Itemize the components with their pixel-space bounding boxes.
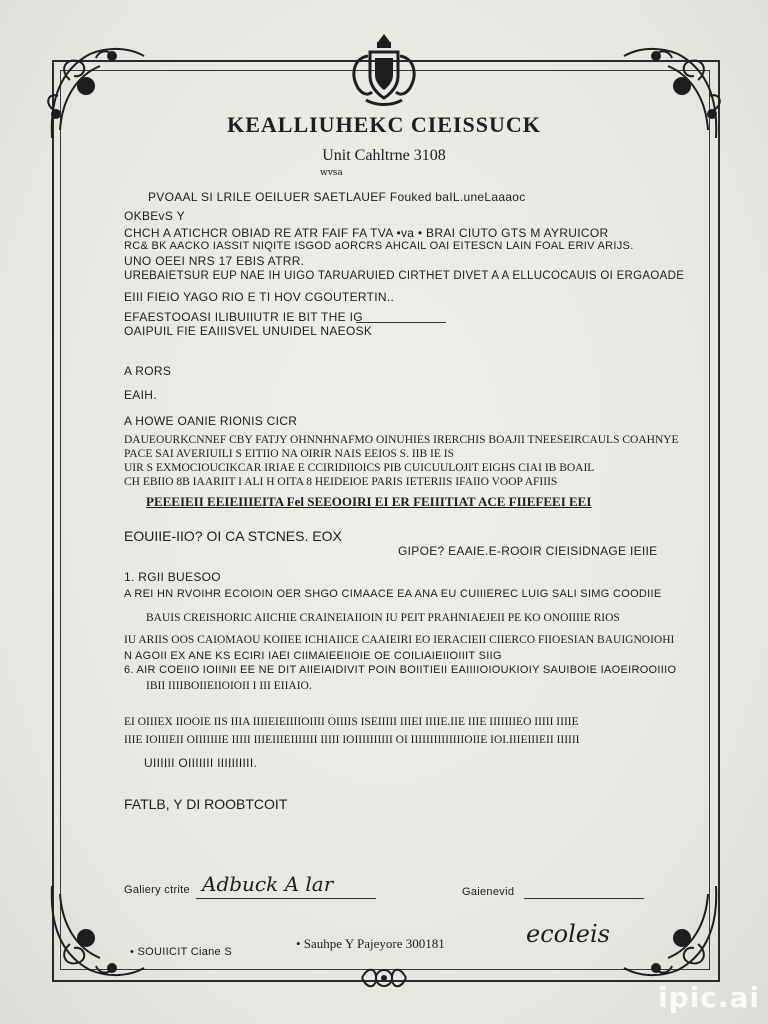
signature: ecoleis (526, 920, 610, 948)
paragraph-line: OAIPUIL FIE EAIIISVEL UNUIDEL NAEOSK (124, 324, 373, 338)
paragraph-line: UNO OEEI NRS 17 EBIS ATRR. (124, 254, 305, 268)
list-item: 1. RGII BUESOO (124, 570, 221, 584)
paragraph-line: RC& BK AACKO IASSIT NIQITE ISGOD aORCRS AHCAIL OAI EITESCN LAIN FOAL ERIV ARIJS. (124, 240, 634, 252)
paragraph-line: CH EBIIO 8B IAARIIT I ALI H OITA 8 HEIDEIOE PARIS IETERIIS IFAIIO VOOP AFIIIS (124, 476, 558, 488)
inner-border (60, 70, 710, 970)
section-heading-right: GIPOE? EAAIE.E-ROOIR CIEISIDNAGE IEIIE (398, 544, 658, 558)
intro-line: OKBEvS Y (124, 209, 185, 223)
signature: Adbuck A lar (202, 872, 334, 896)
paragraph-line: PACE SAI AVERIUILI S EITIIO NA OIRIR NAIS EEIOS S. IIB IE IS (124, 448, 454, 460)
list-item: BAUIS CREISHORIC AIICHIE CRAINEIAIIOIN IU PEIT PRAHNIAEJEII PE KO ONOIIIIE RIOS (146, 612, 620, 624)
signature-line (196, 898, 376, 899)
paragraph-line: EIII FIEIO YAGO RIO E TI HOV CGOUTERTIN.. (124, 290, 395, 304)
paragraph-line: IU ARIIS OOS CAIOMAOU KOIIEE ICHIAIICE CAAIEIRI EO IERACIEII CIIERCO FIIOESIAN BAUIGNOIOHI (124, 634, 675, 646)
list-item: A RORS (124, 364, 172, 378)
intro-line: PVOAAL SI LRILE OEILUER SAETLAUEF Fouked baIL.uneLaaaoc (148, 190, 526, 204)
paragraph-line: UIIIIII OIIIIIII IIIIIIIIII. (144, 756, 258, 770)
bottom-ornament-icon (358, 958, 410, 1000)
paragraph-line: IIIE IOIIIEII OIIIIIIIE IIIII IIIEIIIEIIIIIII IIIII IOIIIIIIIIII OI IIIIIIIIIIIIIIOIIE IOI.IIIEIIIEII IIIIII (124, 734, 580, 746)
paragraph-line: IBII IIIIBOIIEIIOIOII I III EIIAIO. (146, 680, 312, 692)
signature-label: Gaienevid (462, 886, 515, 898)
paragraph-line: CHCH A ATICHCR OBIAD RE ATR FAIF FA TVA •va • BRAI CIUTO GTS M AYRUICOR (124, 226, 609, 240)
signature-label: Galiery ctrite (124, 884, 190, 896)
list-item: EAIH. (124, 388, 157, 402)
signature-line (524, 898, 644, 899)
paragraph-line: EI OIIIEX IIOOIE IIS IIIA IIIIEIEIIIIOIIII OIIIIS ISEIIIII IIIEI IIIIE.IIE IIIE IIIIIIIEO IIIII IIIIE (124, 716, 579, 728)
certificate-subtitle: Unit Cahltrne 3108 (322, 147, 446, 164)
watermark: ipic.ai (658, 981, 760, 1014)
coat-of-arms-icon (344, 30, 424, 110)
paragraph-line: N AGOII EX ANE KS ECIRI IAEI CIIMAIEEIIOIE OE COILIAIEIIOIIIT SIIG (124, 650, 502, 662)
footer-note: • SOUIICIT Ciane S (130, 946, 232, 958)
certificate-title: KEALLIUHEKC CIEISSUCK (227, 112, 541, 137)
list-item: A REI HN RVOIHR ECOIOIN OER SHGO CIMAACE EA ANA EU CUIIIEREC LUIG SALI SIMG COODIIE (124, 588, 662, 600)
paragraph-line: EFAESTOOASI ILIBUIIUTR IE BIT THE IG (124, 310, 363, 324)
subtitle-note: wvsa (320, 168, 343, 178)
emphasis-line: PEEEIEII EEIEIIIEITA Fel SEEOOIRI EI ER FEIIITIAT ACE FIIEFEEI EEI (146, 494, 592, 509)
section-heading: FATLB, Y DI ROOBTCOIT (124, 796, 288, 812)
paragraph-line: UIR S EXMOCIOUCIKCAR IRIAE E CCIRIDIIOICS PIB CUICUULOJIT EIGHS CIAI IB BOAIL (124, 462, 595, 474)
section-heading: EOUIIE-IIO? OI CA STCNES. EOX (124, 528, 342, 544)
footer-date: • Sauhpe Y Pajeyore 300181 (296, 936, 445, 951)
paragraph-line: 6. AIR COEIIO IOIINII EE NE DIT AIIEIAIDIVIT POIN BOIITIEII EAIIIIOIOUKIOIY SAUIBOIE IAOEIROOIIIO (124, 664, 677, 676)
fill-in-blank (356, 322, 446, 323)
corner-ornament-icon (618, 874, 728, 984)
paragraph-line: DAUEOURKCNNEF CBY FATJY OHNNHNAFMO OINUHIES IRERCHIS BOAJII TNEESEIRCAULS COAHNYE (124, 434, 679, 446)
paragraph-line: UREBAIETSUR EUP NAE IH UIGO TARUARUIED CIRTHET DIVET A A ELLUCOCAUIS OI ERGAOADE (124, 270, 685, 282)
list-item: A HOWE OANIE RIONIS CICR (124, 414, 298, 428)
